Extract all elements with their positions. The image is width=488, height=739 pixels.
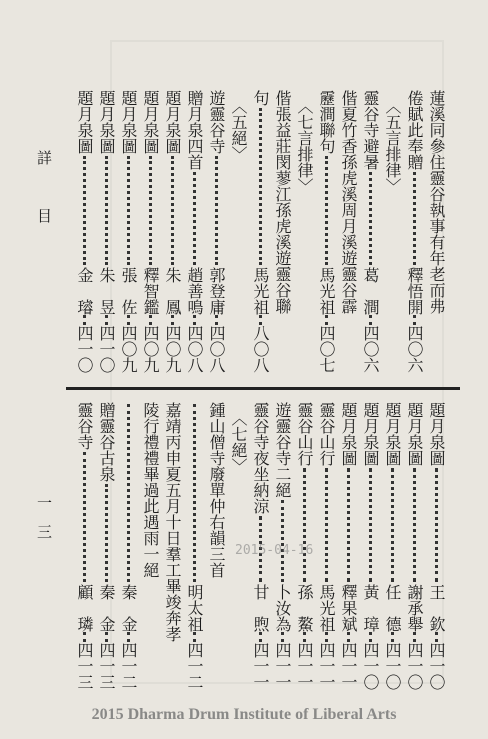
- entry-author: 朱 昱: [97, 267, 116, 315]
- dot-separator: [170, 315, 174, 325]
- dot-separator: [390, 632, 394, 642]
- toc-entry: [186, 90, 202, 375]
- entry-author: 釋悟開: [405, 267, 424, 315]
- entry-title: 題月泉圖: [75, 90, 94, 154]
- dot-leader: [368, 468, 372, 582]
- toc-entry: [164, 90, 180, 375]
- dot-leader: [148, 156, 152, 265]
- dot-separator: [104, 315, 108, 325]
- section-divider: [66, 387, 460, 390]
- dot-separator: [412, 315, 416, 325]
- entry-author: 馬光祖: [251, 267, 270, 315]
- dot-separator: [324, 315, 328, 325]
- entry-author: 葛 澗: [361, 267, 380, 315]
- dot-separator: [82, 632, 86, 642]
- entry-title: 鍾山僧寺廢單仲右韻三首: [207, 402, 226, 578]
- toc-entry: [142, 90, 158, 375]
- toc-entry: [384, 402, 400, 692]
- entry-title: 題月泉圖: [405, 402, 424, 466]
- toc-entry: [208, 402, 224, 692]
- dot-leader: [214, 156, 218, 265]
- dot-leader: [324, 468, 328, 582]
- dot-separator: [126, 632, 130, 642]
- toc-entry: [98, 90, 114, 375]
- toc-entry: [428, 90, 444, 375]
- entry-author: 馬光祖: [317, 584, 336, 632]
- entry-page: 四一〇: [383, 642, 402, 690]
- toc-entry: [318, 90, 334, 375]
- entry-author: 任 德: [383, 584, 402, 632]
- entry-author: 朱 鳳: [163, 267, 182, 315]
- entry-title: 倦賦此奉贈: [405, 90, 424, 170]
- entry-title: 題月泉圖: [119, 90, 138, 154]
- dot-leader: [82, 452, 86, 582]
- toc-entry: [340, 90, 356, 375]
- entry-author: 卜汝為: [273, 584, 292, 632]
- toc-entry: [406, 90, 422, 375]
- dot-leader: [192, 404, 196, 582]
- dot-separator: [434, 632, 438, 642]
- toc-entry: [252, 90, 268, 375]
- dot-separator: [258, 315, 262, 325]
- entry-title: 偕夏竹香孫虎溪周月溪遊靈谷霹: [339, 90, 358, 314]
- entry-title: 題月泉圖: [427, 402, 446, 466]
- toc-entry: [406, 402, 422, 692]
- entry-author: 謝承舉: [405, 584, 424, 632]
- entry-title: 題月泉圖: [163, 90, 182, 154]
- dot-leader: [104, 156, 108, 265]
- dot-leader: [170, 156, 174, 265]
- entry-title: 題月泉圖: [383, 402, 402, 466]
- entry-title: 〈七言排律〉: [295, 98, 314, 194]
- footer-watermark: 2015 Dharma Drum Institute of Liberal Arts: [91, 706, 397, 723]
- entry-title: 偕張益莊閔蓼江孫虎溪遊靈谷聯: [273, 90, 292, 314]
- entry-title: 嘉靖丙申夏五月十日羣工畢竣奔孝: [163, 402, 182, 642]
- entry-author: 張 佐: [119, 267, 138, 315]
- entry-page: 四一一: [339, 642, 358, 690]
- entry-page: 四一一: [273, 642, 292, 690]
- toc-entry: [98, 402, 114, 692]
- dot-leader: [280, 500, 284, 582]
- entry-title: 題月泉圖: [339, 402, 358, 466]
- entry-page: 四一〇: [405, 642, 424, 690]
- dot-separator: [302, 632, 306, 642]
- dot-leader: [258, 108, 262, 265]
- entry-author: 秦 金: [119, 584, 138, 632]
- toc-entry: [120, 90, 136, 375]
- entry-page: 四〇九: [119, 325, 138, 373]
- toc-entry: [230, 98, 246, 383]
- section-header: 詳 目: [35, 150, 53, 237]
- toc-entry: [274, 90, 290, 375]
- toc-entry: [384, 98, 400, 383]
- dot-separator: [324, 632, 328, 642]
- dot-separator: [126, 315, 130, 325]
- toc-entry: [186, 402, 202, 692]
- dot-separator: [192, 315, 196, 325]
- entry-page: 四一二: [119, 642, 138, 690]
- entry-page: 四一〇: [361, 642, 380, 690]
- toc-entry: [362, 90, 378, 375]
- entry-author: 秦 金: [97, 584, 116, 632]
- dot-separator: [368, 632, 372, 642]
- entry-page: 四一〇: [97, 325, 116, 373]
- dot-separator: [412, 632, 416, 642]
- entry-title: 贈月泉四首: [185, 90, 204, 170]
- entry-title: 〈五言排律〉: [383, 98, 402, 194]
- entry-title: 遊靈谷寺二絕: [273, 402, 292, 498]
- dot-leader: [192, 172, 196, 265]
- entry-page: 四一〇: [427, 642, 446, 690]
- toc-entry: [76, 402, 92, 692]
- entry-author: 馬光祖: [317, 267, 336, 315]
- entry-title: 〈七絕〉: [229, 410, 248, 474]
- entry-page: 四〇八: [185, 325, 204, 373]
- entry-title: 靈谷寺: [75, 402, 94, 450]
- entry-title: 〈五絕〉: [229, 98, 248, 162]
- entry-page: 四一一: [317, 642, 336, 690]
- toc-entry: [428, 402, 444, 692]
- entry-title: 題月泉圖: [361, 402, 380, 466]
- toc-entry: [362, 402, 378, 692]
- entry-title: 靂澗聯句: [317, 90, 336, 154]
- entry-author: 甘 煦: [251, 584, 270, 632]
- dot-separator: [148, 315, 152, 325]
- dot-separator: [104, 632, 108, 642]
- entry-page: 四一二: [185, 642, 204, 690]
- entry-author: 釋果斌: [339, 584, 358, 632]
- toc-entry: [142, 402, 158, 692]
- entry-page: 四〇六: [405, 325, 424, 373]
- date-stamp: 2015-04-16: [235, 543, 314, 558]
- entry-page: 四一一: [251, 642, 270, 690]
- entry-author: 趙善鳴: [185, 267, 204, 315]
- dot-separator: [258, 632, 262, 642]
- entry-title: 題月泉圖: [141, 90, 160, 154]
- entry-author: 孫 鰲: [295, 584, 314, 632]
- entry-author: 郭登庸: [207, 267, 226, 315]
- entry-title: 題月泉圖: [97, 90, 116, 154]
- dot-leader: [434, 468, 438, 582]
- dot-separator: [82, 315, 86, 325]
- entry-page: 四〇六: [361, 325, 380, 373]
- entry-page: 四〇九: [163, 325, 182, 373]
- entry-title: 遊靈谷寺: [207, 90, 226, 154]
- dot-leader: [368, 172, 372, 265]
- entry-author: 黃 璋: [361, 584, 380, 632]
- dot-leader: [390, 468, 394, 582]
- entry-page: 四一〇: [75, 325, 94, 373]
- entry-title: 蓮溪同參住靈谷執事有年老而弗: [427, 90, 446, 314]
- entry-title: 靈谷山行: [317, 402, 336, 466]
- entry-title: 陵行禮禮畢過此遇雨一絕: [141, 402, 160, 578]
- entry-page: 四〇七: [317, 325, 336, 373]
- dot-separator: [280, 632, 284, 642]
- dot-leader: [126, 404, 130, 582]
- dot-separator: [346, 632, 350, 642]
- entry-page: 四一三: [75, 642, 94, 690]
- page-number: 一三: [35, 495, 53, 553]
- toc-entry: [318, 402, 334, 692]
- entry-author: 顧 璘: [75, 584, 94, 632]
- entry-author: 釋智鑑: [141, 267, 160, 315]
- dot-separator: [368, 315, 372, 325]
- dot-leader: [412, 468, 416, 582]
- dot-leader: [346, 468, 350, 582]
- dot-leader: [302, 468, 306, 582]
- dot-leader: [126, 156, 130, 265]
- dot-leader: [412, 172, 416, 265]
- toc-entry: [340, 402, 356, 692]
- entry-author: 王 欽: [427, 584, 446, 632]
- toc-entry: [120, 402, 136, 692]
- entry-title: 靈谷寺避暑: [361, 90, 380, 170]
- dot-leader: [82, 156, 86, 265]
- toc-entry: [164, 402, 180, 692]
- toc-entry: [76, 90, 92, 375]
- toc-entry: [208, 90, 224, 375]
- dot-leader: [324, 156, 328, 265]
- dot-leader: [104, 484, 108, 582]
- dot-separator: [214, 315, 218, 325]
- entry-page: 四一三: [97, 642, 116, 690]
- entry-title: 靈谷寺夜坐納涼: [251, 402, 270, 514]
- entry-page: 八〇八: [251, 325, 270, 373]
- entry-author: 金 璿: [75, 267, 94, 315]
- entry-title: 靈谷山行: [295, 402, 314, 466]
- dot-separator: [192, 632, 196, 642]
- entry-title: 句: [251, 90, 270, 106]
- entry-author: 明太祖: [185, 584, 204, 632]
- toc-entry: [296, 98, 312, 383]
- entry-page: 四一一: [295, 642, 314, 690]
- entry-page: 四〇八: [207, 325, 226, 373]
- entry-title: 贈靈谷古泉: [97, 402, 116, 482]
- entry-page: 四〇九: [141, 325, 160, 373]
